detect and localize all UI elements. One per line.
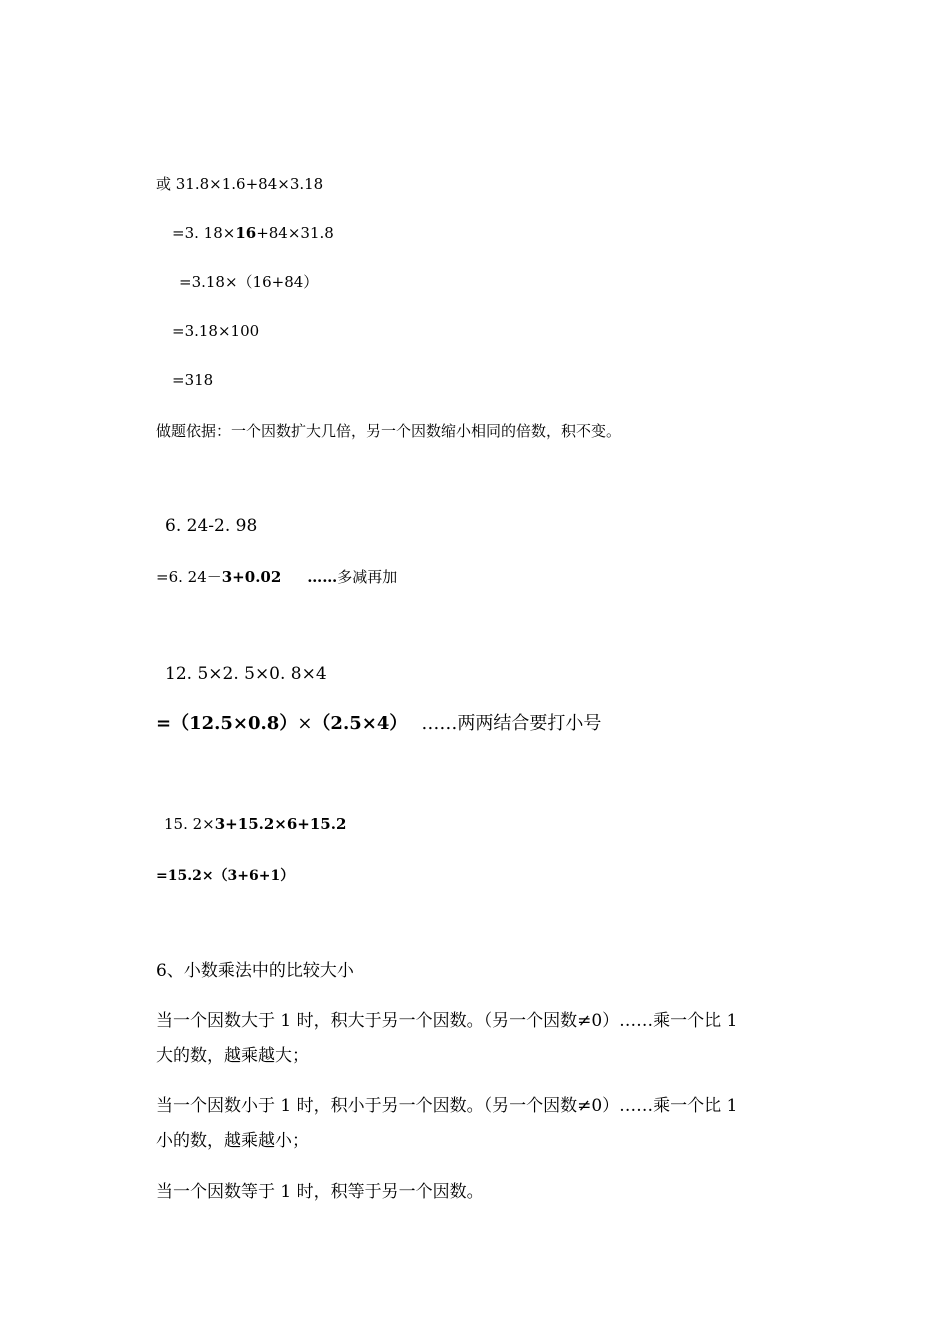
solution-multiplication: =（12.5×0.8）×（2.5×4） ……两两结合要打小号	[156, 713, 602, 734]
rule-less-line-1: 当一个因数小于 1 时，积小于另一个因数。（另一个因数≠0）……乘一个比 1	[156, 1096, 738, 1116]
rule-equal: 当一个因数等于 1 时，积等于另一个因数。	[156, 1182, 484, 1202]
calc-line-3: =3.18×（16+84）	[179, 273, 319, 291]
calc-line-2: =3. 18×16+84×31.8	[172, 224, 334, 242]
basis-note: 做题依据：一个因数扩大几倍，另一个因数缩小相同的倍数，积不变。	[156, 422, 622, 440]
problem-multiplication: 12. 5×2. 5×0. 8×4	[165, 664, 327, 684]
problem-subtraction: 6. 24-2. 98	[165, 516, 258, 536]
solution-subtraction: =6. 24－3+0.02 ……多减再加	[156, 568, 398, 586]
rule-less-line-2: 小的数，越乘越小；	[156, 1131, 309, 1151]
rule-greater-line-1: 当一个因数大于 1 时，积大于另一个因数。（另一个因数≠0）……乘一个比 1	[156, 1011, 738, 1031]
section-heading: 6、小数乘法中的比较大小	[156, 961, 354, 981]
calc-line-5: =318	[172, 371, 214, 389]
solution-distributive: =15.2×（3+6+1）	[156, 868, 295, 884]
calc-line-1: 或 31.8×1.6+84×3.18	[156, 175, 324, 193]
calc-line-4: =3.18×100	[172, 322, 260, 340]
problem-distributive: 15. 2×3+15.2×6+15.2	[164, 815, 347, 833]
rule-greater-line-2: 大的数，越乘越大；	[156, 1046, 309, 1066]
